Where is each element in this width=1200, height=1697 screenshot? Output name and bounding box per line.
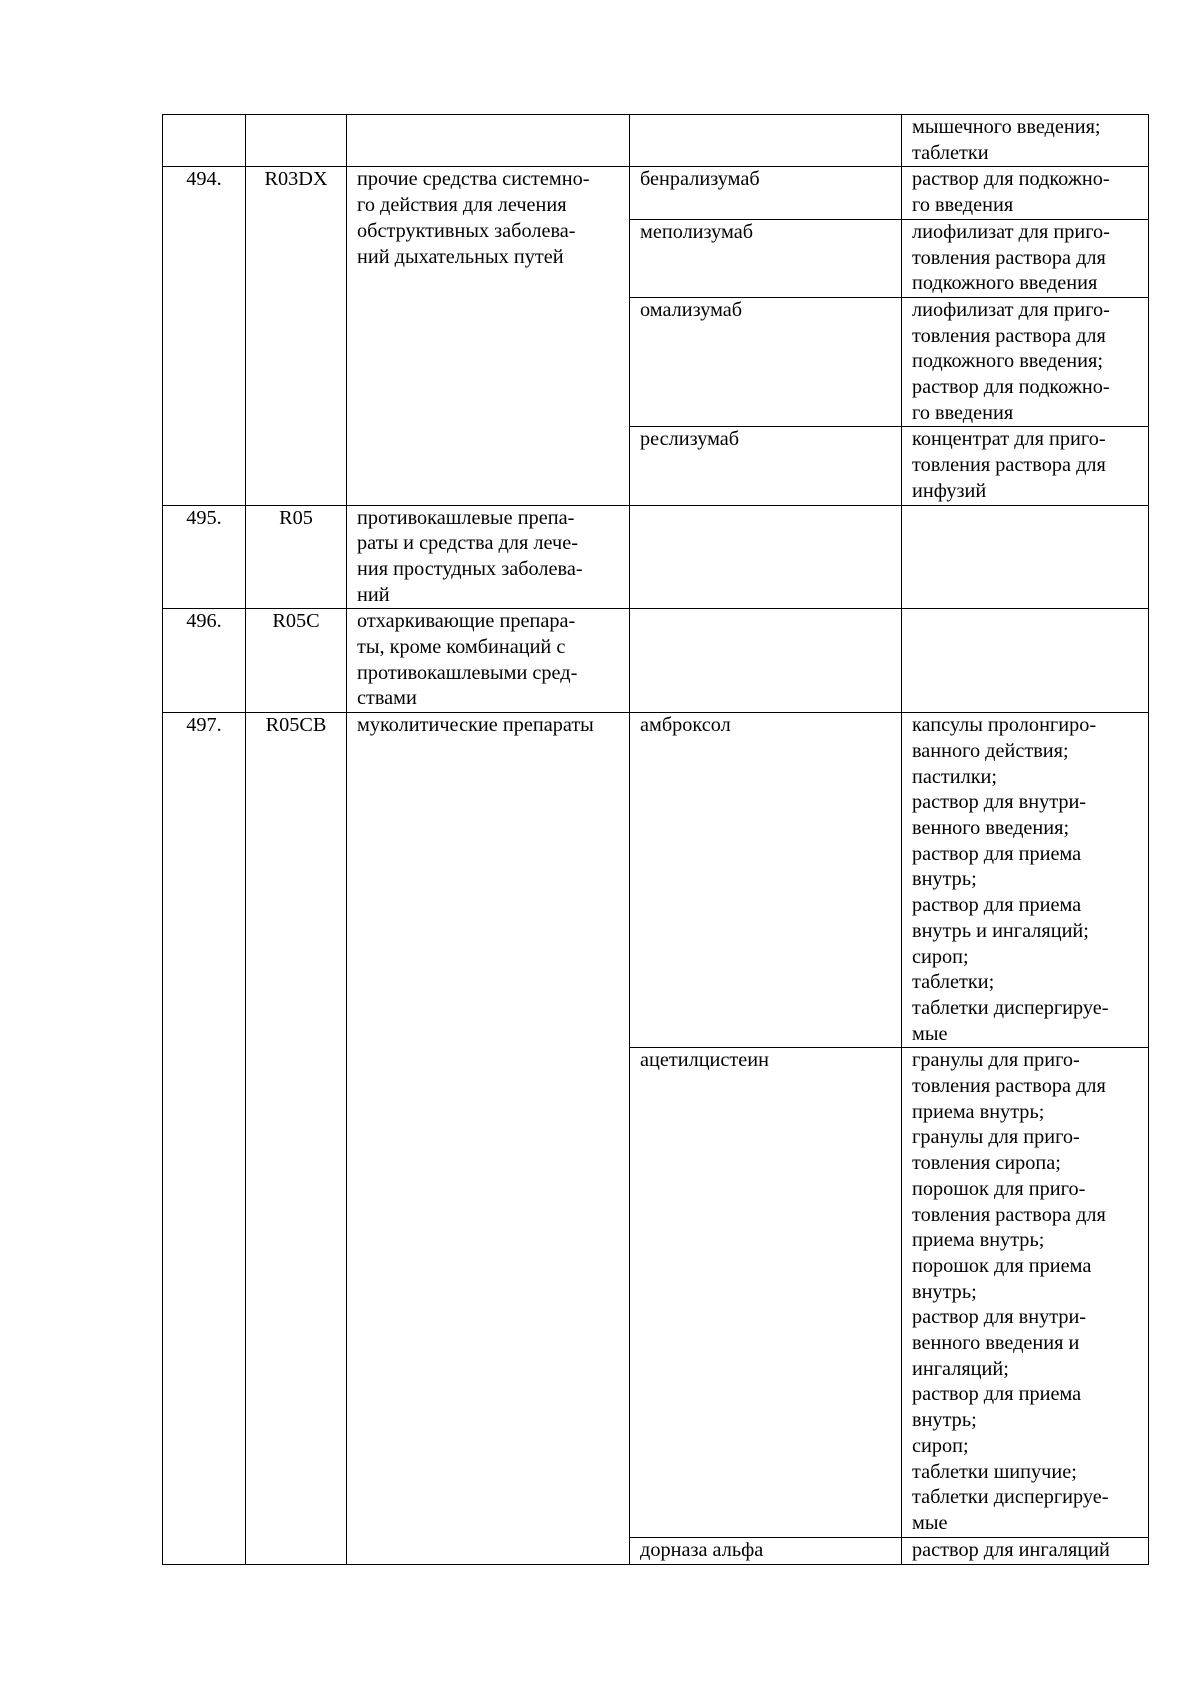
group-name-cell [347, 115, 630, 167]
drug-name-cell: ацетилцистеин [630, 1048, 902, 1537]
drug-name-cell: реслизумаб [630, 427, 902, 505]
table-row [163, 167, 1149, 219]
row-number-cell: 495. [163, 505, 246, 609]
dosage-forms-cell: капсулы пролонгиро- ванного действия; пастилки; раствор для внутри- венного введения; раствор для приема внутрь; раствор для приема внутрь и ингаляций; сироп; таблетки; таблетки диспергируе- мые [902, 713, 1149, 1048]
group-name-cell: противокашлевые препа- раты и средства для лече- ния простудных заболева- ний [347, 505, 630, 609]
dosage-forms-cell: раствор для подкожно- го введения [902, 167, 1149, 219]
atc-code-cell: R05 [246, 505, 347, 609]
atc-code-cell: R05CB [246, 713, 347, 1565]
group-name-cell: муколитические препараты [347, 713, 630, 1565]
dosage-forms-cell: гранулы для приго- товления раствора для приема внутрь; гранулы для приго- товления сиропа; порошок для приго- товления раствора для приема внутрь; порошок для приема внутрь; раствор для внутри- венного введения и ингаляций; раствор для приема внутрь; сироп; таблетки шипучие; таблетки диспергируе- мые [902, 1048, 1149, 1537]
row-number-cell: 497. [163, 713, 246, 1565]
drug-name-cell: дорназа альфа [630, 1537, 902, 1564]
drug-name-cell: омализумаб [630, 297, 902, 427]
table-row [163, 713, 1149, 1048]
drug-name-cell [630, 609, 902, 713]
drug-name-cell [630, 115, 902, 167]
drug-name-cell: амброксол [630, 713, 902, 1048]
drug-name-cell: бенрализумаб [630, 167, 902, 219]
dosage-forms-cell [902, 505, 1149, 609]
table-row [163, 609, 1149, 713]
dosage-forms-cell: лиофилизат для приго- товления раствора для подкожного введения [902, 219, 1149, 297]
row-number-cell: 496. [163, 609, 246, 713]
group-name-cell: отхаркивающие препара- ты, кроме комбинаций с противокашлевыми сред- ствами [347, 609, 630, 713]
row-number-cell [163, 115, 246, 167]
row-number-cell: 494. [163, 167, 246, 505]
dosage-forms-cell: раствор для ингаляций [902, 1537, 1149, 1564]
table-row [163, 115, 1149, 167]
drug-name-cell [630, 505, 902, 609]
dosage-forms-cell [902, 609, 1149, 713]
atc-code-cell: R05C [246, 609, 347, 713]
group-name-cell: прочие средства системно- го действия для лечения обструктивных заболева- ний дыхательных путей [347, 167, 630, 505]
drug-list-table [162, 114, 1149, 1565]
table-row [163, 505, 1149, 609]
drug-name-cell: меполизумаб [630, 219, 902, 297]
atc-code-cell: R03DX [246, 167, 347, 505]
dosage-forms-cell: мышечного введения; таблетки [902, 115, 1149, 167]
atc-code-cell [246, 115, 347, 167]
dosage-forms-cell: лиофилизат для приго- товления раствора для подкожного введения; раствор для подкожно- го введения [902, 297, 1149, 427]
dosage-forms-cell: концентрат для приго- товления раствора для инфузий [902, 427, 1149, 505]
